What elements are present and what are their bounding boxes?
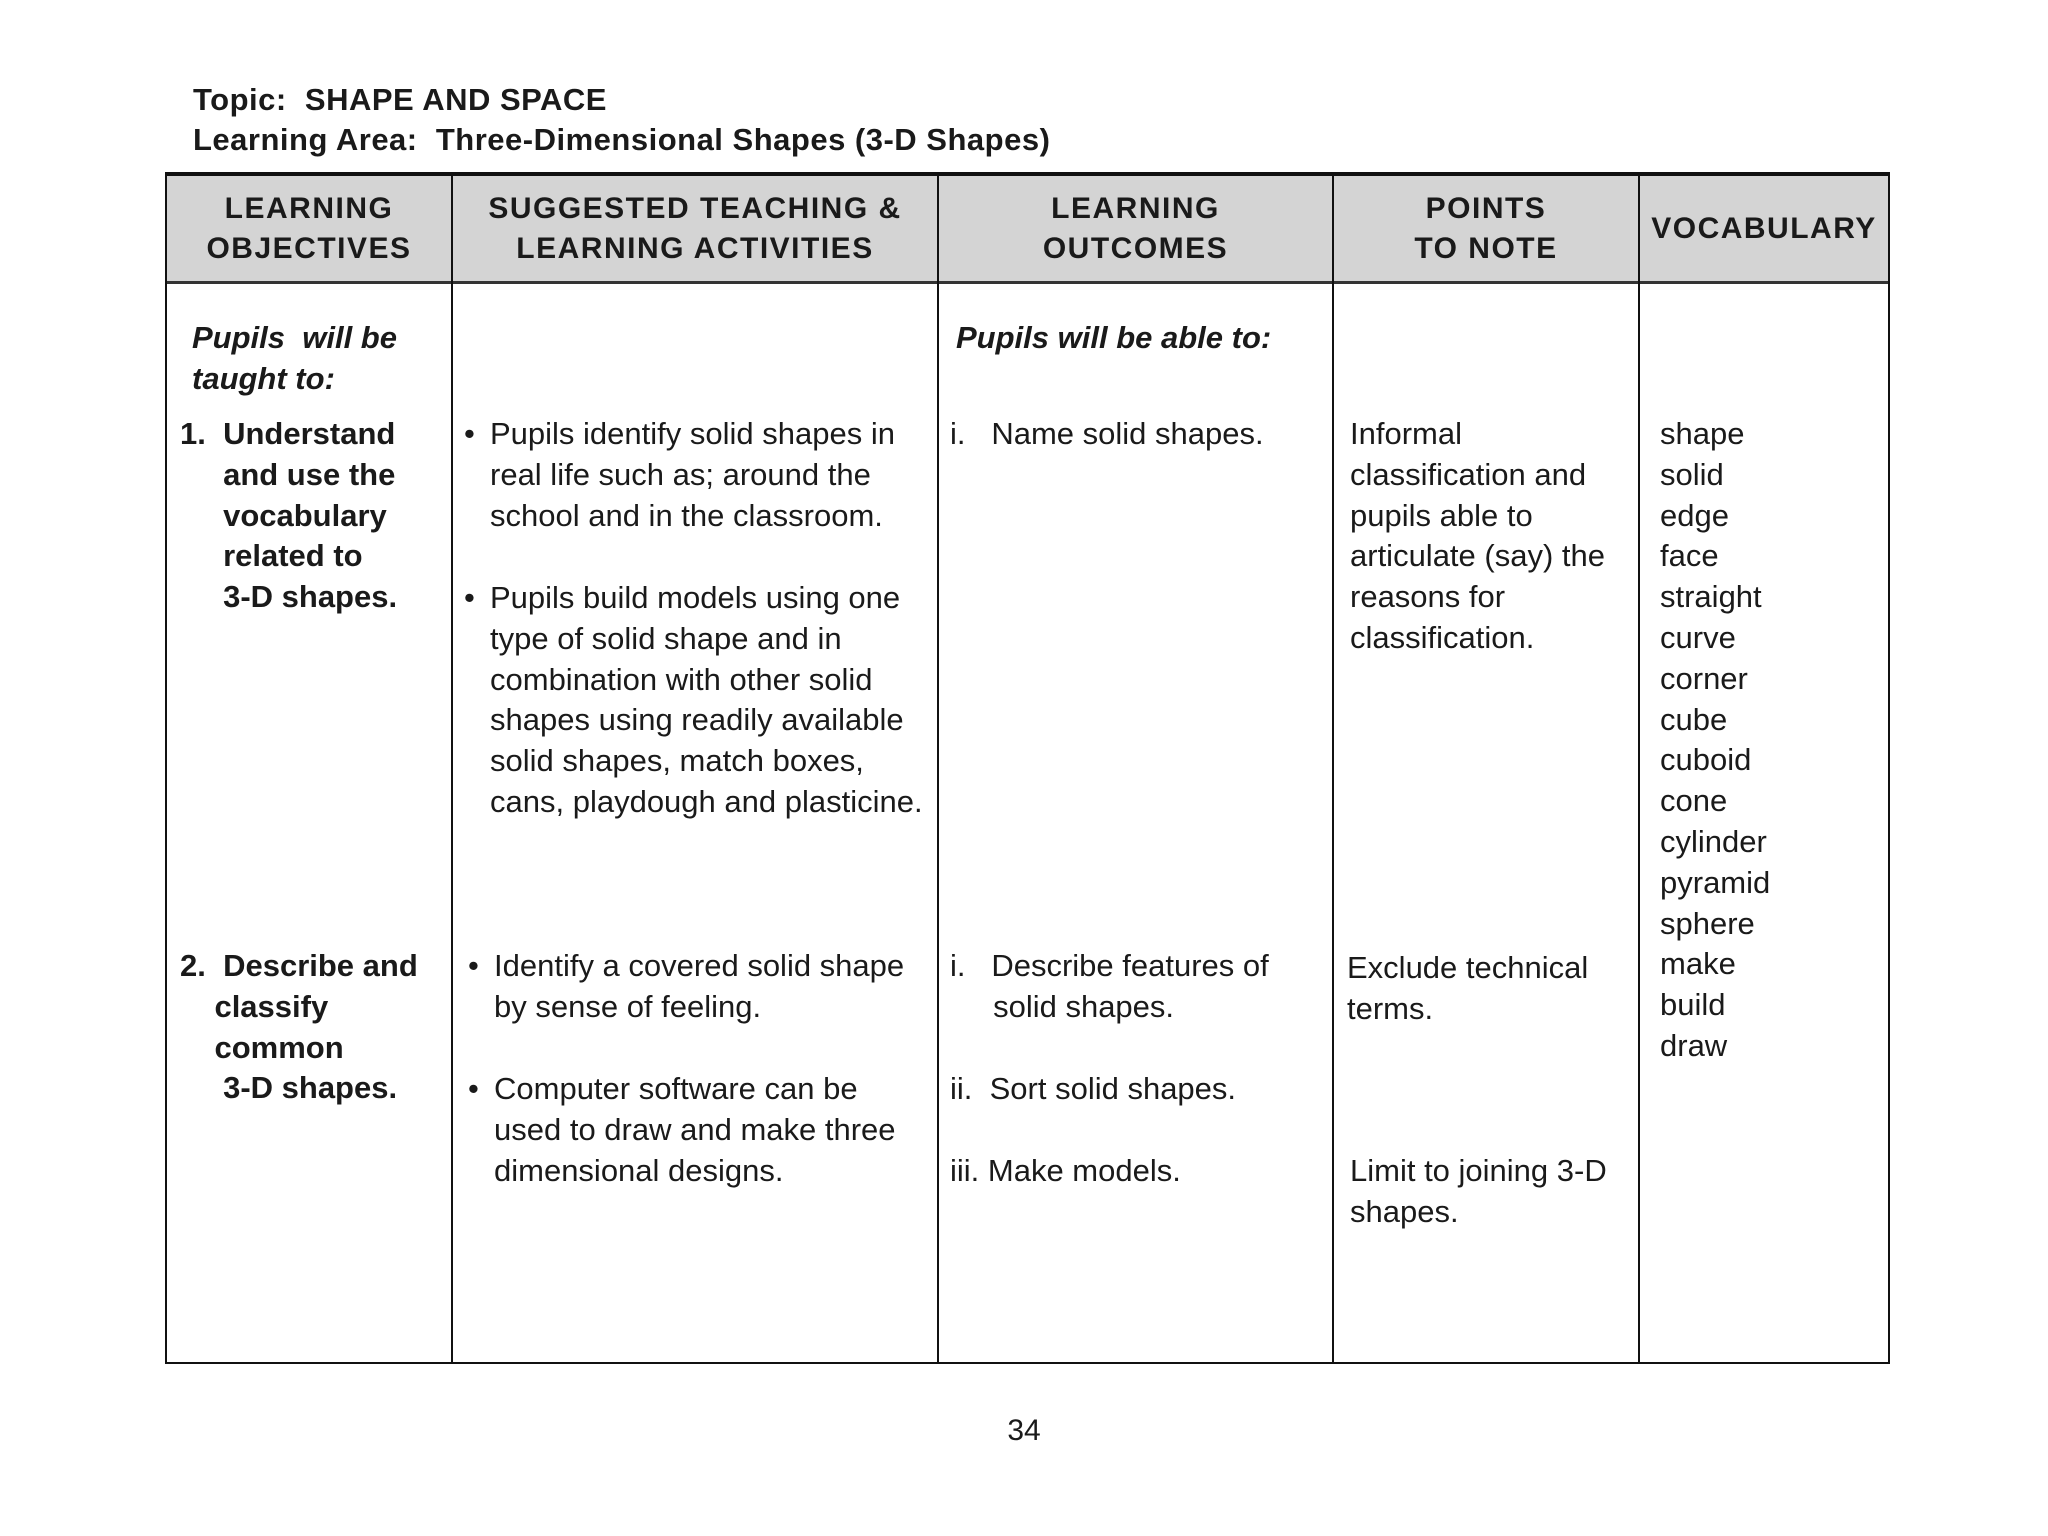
text-line: Exclude technical	[1347, 950, 1589, 985]
topic-value: SHAPE AND SPACE	[304, 82, 607, 117]
objectives-intro	[192, 318, 397, 400]
vocabulary-item: straight	[1660, 579, 1762, 615]
vocabulary-item: curve	[1660, 619, 1736, 655]
text-line: articulate (say) the	[1350, 538, 1605, 574]
column-divider	[1332, 176, 1334, 1362]
curriculum-table	[165, 172, 1890, 1364]
header-line: SUGGESTED TEACHING &	[488, 191, 902, 225]
header-line: TO NOTE	[1414, 231, 1558, 265]
vocabulary-item: cube	[1660, 701, 1728, 737]
text-line: school and in the classroom.	[490, 497, 883, 533]
text-line: Identify a covered solid shape	[494, 948, 905, 983]
header-line: OBJECTIVES	[206, 231, 412, 265]
vocabulary-list	[1660, 414, 1770, 1067]
text-line: i. Describe features of	[950, 948, 1269, 983]
bullet-icon: •	[468, 1071, 479, 1106]
text-line: type of solid shape and in	[490, 620, 842, 656]
text-line: 1. Understand	[180, 416, 396, 451]
activity-2b	[494, 1069, 896, 1191]
text-line: cans, playdough and plasticine.	[490, 783, 923, 819]
vocabulary-item: cuboid	[1660, 742, 1752, 778]
header-line: OUTCOMES	[1042, 231, 1229, 265]
text-line: Informal	[1350, 416, 1462, 451]
text-line: used to draw and make three	[494, 1111, 896, 1147]
text-line: Computer software can be	[494, 1071, 858, 1106]
header-line: POINTS	[1425, 191, 1547, 225]
text-line: 2. Describe and	[180, 948, 418, 983]
objective-2	[180, 946, 418, 1109]
bullet-icon: •	[468, 948, 479, 983]
page-number: 34	[1007, 1414, 1041, 1447]
column-divider	[1638, 176, 1640, 1362]
learning-area-value: Three-Dimensional Shapes (3-D Shapes)	[435, 122, 1051, 157]
bullet-icon: •	[464, 416, 475, 451]
header-line: LEARNING	[224, 191, 394, 225]
text-line: shapes.	[1350, 1193, 1459, 1229]
vocabulary-item: solid	[1660, 456, 1724, 492]
topic-label: Topic:	[193, 82, 287, 117]
text-line: classify	[214, 988, 329, 1024]
text-line: real life such as; around the	[490, 456, 871, 492]
header-line: LEARNING ACTIVITIES	[516, 231, 874, 265]
header-line: LEARNING	[1051, 191, 1220, 225]
note-exclude-technical-terms	[1347, 948, 1588, 1030]
text-line: Limit to joining 3-D	[1350, 1153, 1607, 1188]
text-line: vocabulary	[223, 497, 387, 533]
vocabulary-item: cylinder	[1660, 823, 1767, 859]
vocabulary-item: shape	[1660, 416, 1745, 451]
activity-1b	[490, 578, 923, 823]
header-learning-outcomes	[939, 176, 1332, 281]
vocabulary-item: cone	[1660, 783, 1728, 819]
outcomes-intro: Pupils will be able to:	[956, 320, 1272, 355]
text-line: classification.	[1350, 619, 1535, 655]
note-limit-joining	[1350, 1151, 1607, 1233]
text-line: pupils able to	[1350, 497, 1533, 533]
activity-2a	[494, 946, 904, 1028]
text-line: reasons for	[1350, 579, 1506, 615]
outcome-describe-features	[950, 946, 1269, 1028]
text-line: and use the	[223, 456, 396, 492]
note-informal-classification	[1350, 414, 1605, 659]
text-line: solid shapes, match boxes,	[490, 743, 864, 779]
vocabulary-item: draw	[1660, 1027, 1728, 1063]
text-line: classification and	[1350, 456, 1587, 492]
outcome-sort-solid-shapes: ii. Sort solid shapes.	[950, 1071, 1237, 1106]
vocabulary-item: make	[1660, 946, 1736, 982]
column-divider	[451, 176, 453, 1362]
text-line: combination with other solid	[490, 661, 873, 697]
text-line: shapes using readily available	[490, 702, 904, 738]
text-line: taught to:	[192, 360, 335, 396]
header-points-to-note	[1334, 176, 1638, 281]
objective-1	[180, 414, 397, 618]
outcome-make-models: iii. Make models.	[950, 1153, 1181, 1188]
vocabulary-item: corner	[1660, 660, 1748, 696]
vocabulary-item: pyramid	[1660, 864, 1771, 900]
vocabulary-item: edge	[1660, 497, 1729, 533]
topic-line	[193, 82, 607, 118]
text-line: terms.	[1347, 990, 1434, 1026]
text-line: common	[214, 1029, 344, 1065]
column-divider	[937, 176, 939, 1362]
header-teaching-activities	[453, 176, 937, 281]
text-line: Pupils will be	[192, 320, 397, 355]
vocabulary-item: build	[1660, 987, 1726, 1023]
text-line: 3-D shapes.	[223, 1070, 398, 1106]
text-line: Pupils identify solid shapes in	[490, 416, 895, 451]
text-line: 3-D shapes.	[223, 579, 398, 615]
text-line: related to	[223, 538, 363, 574]
learning-area-label: Learning Area:	[193, 122, 418, 157]
learning-area-line	[193, 122, 1050, 158]
vocabulary-item: sphere	[1660, 905, 1755, 941]
outcome-name-solid-shapes: i. Name solid shapes.	[950, 416, 1264, 451]
header-learning-objectives	[167, 176, 451, 281]
text-line: by sense of feeling.	[494, 988, 762, 1024]
header-line: VOCABULARY	[1651, 211, 1877, 245]
text-line: dimensional designs.	[494, 1152, 784, 1188]
bullet-icon: •	[464, 580, 475, 615]
activity-1a	[490, 414, 895, 536]
text-line: solid shapes.	[993, 988, 1175, 1024]
vocabulary-item: face	[1660, 538, 1719, 574]
header-vocabulary	[1640, 176, 1888, 281]
text-line: Pupils build models using one	[490, 580, 901, 615]
